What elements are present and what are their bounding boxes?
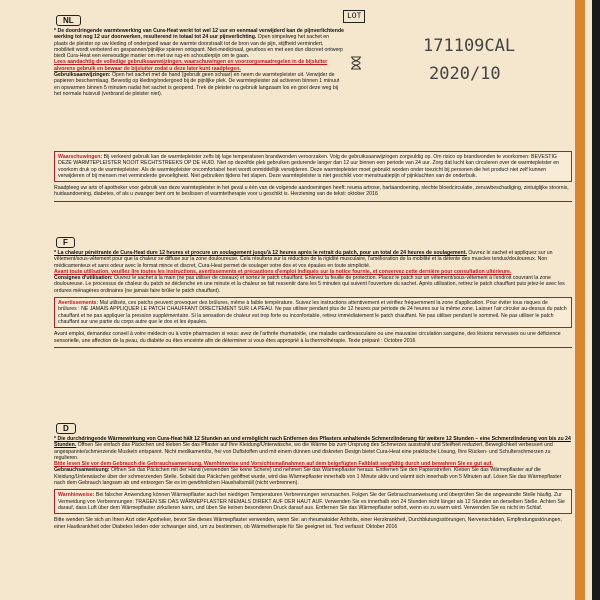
nl-usage-wrap <box>54 72 344 97</box>
nl-warn-area <box>54 148 572 205</box>
de-advice: Bitte wenden Sie sich an Ihren Arzt oder Apotheker, bevor Sie dieses Wärmepflaster verwenden, wenn Sie: an rheumatoider Arthritis, einer Herzkrankheit, Durchblutungsstörungen, Nervenschäden, Empfindungsstörungen, einer Hautkrankheit oder Diabetes leiden oder schwanger sind, um zu bestimmen, ob Wärmetherapie für Sie geeignet ist. Text verfasst: Oktober 2016 <box>54 517 562 530</box>
expiry-date: 2020/10 <box>429 64 501 84</box>
fr-usage-title: Consignes d'utilisation: <box>54 275 113 282</box>
nl-warn: Bij verkeerd gebruik kan de warmtepleister zelfs bij lage temperaturen brandwonden veroorzaken. Volg de gebruiksaanwijzingen zorgvuldig op. Om risico op brandwonden te voorkomen: BEVESTIG DEZE WARMTEPLEISTER NOOIT RECHTSTREEKS OP DE HUID. Niet op dezelfde plek gebruiken gedurende langer dan 12 uur binnen een periode van 24 uur. Zorg dat lucht kan circuleren over de warmtepleister en voorkom druk op de warmtepleister. Als de warmtepleister oncomfortabel heet wordt onmiddellijk verwijderen. Deze warmtepleister moet gebruikt worden onder toezicht bij personen die het product niet zelf kunnen verwijderen of bij mensen met verminderde gevoeligheid. Niet gebruiken tijdens het slapen. Deze warmtepleister is niet geschikt voor menstruatiepijn of pijnklachten van de onderbuik. <box>58 154 560 179</box>
divider <box>54 201 572 202</box>
orange-edge-bar <box>575 0 585 600</box>
section-fr <box>54 232 572 351</box>
nl-intro-wrap <box>54 28 344 59</box>
de-read-notice: Bitte lesen Sie vor dem Gebrauch die Gebrauchsanweisung, Warnhinweise und Vorsichtsmaßnahmen auf dem beigefügten Faltblatt sorgfältig durch und bewahren Sie es gut auf. <box>54 461 493 468</box>
nl-intro-rest: Open simpelweg het sachet en plaats de pleister op uw kleding of ondergoed waar de warmte doorstraalt tot de bron van de pijn, stijfheid vermindert, mobiliteit wordt verbeterd en gespannen/pijnlijke spieren ontspant. Niet-medicinaal, geurloos en met een dun discreet ontwerp biedt Cura-Heat een eenvoudige manier om met uw rug-en schouderpijn om te gaan. <box>54 34 343 60</box>
fr-usage-wrap <box>54 275 572 294</box>
lot-code: 171109CAL <box>423 36 516 56</box>
fr-intro-rest: Ouvrez le sachet et appliquez sur un vêtement/sous-vêtement pour que la chaleur se diffuse sur la zone douloureuse. Cela résultera sur la réduction de la rigidité musculaire, l'amélioration de la mobilité et la détente des muscles tendus/douloureux. Non médicamenteux et sans odeur avec le format mince et discret, Cura-Heat permet de soulager votre dos et vos épaules en toute simplicité. <box>54 250 553 269</box>
de-usage-wrap <box>54 467 572 486</box>
nl-usage: Open het sachet met de hand (gebruik geen schaar) en neem de warmtepleister uit. Verwijder de papieren beschermlaag. Bevestig op kleding/ondergoed bij de pijnlijke plek. De warmtepleister zal activeren binnen 1 minuut en opwarmen binnen 5 minuten nadat het sachet is geopend. Trek de pleister na gebruik langzaam los en gooi deze weg bij het normale huisvuil (verbrand de pleister niet). <box>54 72 340 97</box>
fr-warning-box <box>54 297 572 328</box>
nl-warn-title: Waarschuwingen: <box>58 154 103 160</box>
section-tag-de: D <box>56 423 76 434</box>
section-nl <box>54 10 344 97</box>
fr-warn-title: Avertissements: <box>58 300 99 307</box>
fr-read-notice: Avant toute utilisation, veuillez lire toutes les instructions, avertissements et précautions d'emploi indiqués sur la notice fournie, et conservez cette dernière pour consultation ultérieure. <box>54 268 512 275</box>
fr-usage: Ouvrez le sachet à la main (ne pas utiliser de ciseaux) et sortez le patch chauffant. Enlevez la feuille de protection. Placez le patch sur un vêtement/sous-vêtement à l'endroit couvrant la zone douloureuse. Le processus de chaleur du patch se déclenche en une minute et la chaleur se fait ressentir dans les 5 minutes qui suivent l'ouverture du sachet. Après utilisation, retirez le patch chauffant puis jetez-le avec les ordures ménagères ordinaires (ne jamais faire brûler le patch chauffant). <box>54 275 565 294</box>
fr-advice: Avant emploi, demandez conseil à votre médecin ou à votre pharmacien si vous: avez de l'arthrite rhumatoïde, une maladie cardiovasculaire ou une mauvaise circulation sanguine, des lésions nerveuses ou une déficience sensorielle, une affection de la peau, du diabète ou êtes enceinte afin de déterminer si vous êtes approprié à la thermothérapie. Texte préparé : Octobre 2016 <box>54 331 561 344</box>
nl-warning-box <box>54 151 572 182</box>
nl-advice: Raadpleeg uw arts of apotheker voor gebruik van deze warmtepleister in het geval u één van de volgende aandoeningen heeft: reuma artrose, hartaandoening, slechte bloedcirculatie, zenuwbeschadiging, zintuiglijke stoornis, huidaandoening, diabetes, of als u zwanger bent om te beslissen of warmtetherapie voor u geschikt is. Herziening van de tekst: oktober 2016 <box>54 185 569 198</box>
section-tag-fr: F <box>56 237 75 248</box>
nl-read-notice: Lees aandachtig de volledige gebruiksaanwijzingen, waarschuwingen en voorzorgsmaatregelen in de bijsluiter alvorens gebruik en bewaar de bijsluiter zodat u deze later kunt raadplegen. <box>54 59 328 72</box>
dark-edge-strip <box>592 0 600 600</box>
de-usage: Öffnen Sie das Päckchen mit der Hand (verwenden Sie keine Schere) und nehmen Sie das Wärmepflaster heraus. Entfernen Sie den Papierstreifen. Kleben Sie das Wärmepflaster auf die Kleidung/Unterwäsche über der schmerzenden Stelle. Sobald das Päckchen geöffnet wurde, wird das Wärmepflaster innerhalb von 1 Minute aktiv und wärmt sich innerhalb von 5 Minuten auf. Lösen Sie das Wärmepflaster nach dem Gebrauch langsam ab und entsorgen Sie es im gewöhnlichen Haushaltsmüll (nicht verbrennen). <box>54 467 562 487</box>
hourglass-icon <box>349 56 363 70</box>
de-intro-rest: Öffnen Sie einfach das Päckchen und kleben Sie das Pflaster auf Ihre Kleidung/Unterwäsche, wo die Wärme bis zum Ursprung des Schmerzes ausstrahlt und Steifheit reduziert, Beweglichkeit verbessert und angespannte/schmerzende Muskeln entspannt. Nicht medikamentös, frei von Duftstoffen und mit einem dünnen und diskreten Design bietet Cura-Heat eine praktische Lösung, Ihre Rücken- und Schulterschmerzen zu regulieren. <box>54 442 553 461</box>
lot-info <box>343 10 571 96</box>
de-intro: * Die durchdringende Wärmewirkung von Cura-Heat hält 12 Stunden an und ermöglicht nach Entfernen des Pflasters anhaltende Schmerzlinderung für weitere 12 Stunden – eine Schmerzlinderung von bis zu 24 Stunden. <box>54 436 571 449</box>
de-intro-wrap <box>54 436 572 461</box>
nl-usage-title: Gebruiksaanwijzingen: <box>54 72 111 79</box>
fr-warn: Mal utilisés, ces patchs peuvent provoquer des brûlures, même à faible température. Suivez les instructions attentivement et vérifiez fréquemment la zone d'application. Pour éviter tous risques de brûlures : NE JAMAIS APPLIQUER LE PATCH CHAUFFANT DIRECTEMENT SUR LA PEAU. Ne pas utiliser pendant plus de 12 heures par période de 24 heures sur la même zone. Laisser l'air circuler au-dessus du patch chauffant et ne pas appliquer la pression supplémentaire. Si la sensation de chaleur est trop forte ou inconfortable, retirez immédiatement le patch chauffant. Ne pas utiliser pendant le sommeil. Ne pas utiliser le patch chauffant sur une partie du corps autre que le dos et les épaules. <box>58 300 567 325</box>
fr-intro: * La chaleur pénétrante de Cura-Heat dure 12 heures et procure un soulagement jusqu'à 12 heures après le retrait du patch, pour un total de 24 heures de soulagement. <box>54 250 467 256</box>
de-warn: Bei falscher Anwendung können Wärmepflaster auch bei niedrigen Temperaturen Verbrennungen verursachen. Folgen Sie der Gebrauchsanweisung und überprüfen Sie die angewandte Stelle häufig. Zur Vermeidung von Verbrennungen: TRAGEN SIE DAS WÄRMEPFLASTER NIEMALS DIREKT AUF DER HAUT AUF. Verwenden Sie es innerhalb von 24 Stunden nicht länger als 12 Stunden an derselben Stelle. Achten Sie darauf, dass Luft über dem Wärmepflaster zirkulieren kann, und üben Sie keinen besonderen Druck darauf aus. Entfernen Sie das Wärmepflaster sofort, wenn es zu warm wird. Verwenden Sie es nicht im Schlaf. <box>58 492 565 511</box>
de-warning-box <box>54 489 572 514</box>
de-usage-title: Gebrauchsanweisung: <box>54 467 110 474</box>
fr-intro-wrap <box>54 250 572 269</box>
section-tag-nl: NL <box>56 15 81 26</box>
lot-label: LOT <box>343 10 365 23</box>
section-de <box>54 418 572 530</box>
de-warn-title: Warnhinweise: <box>58 492 95 499</box>
divider <box>54 347 572 348</box>
nl-intro: * De doordringende warmtewerking van Cura-Heat werkt tot wel 12 uur en eenmaal verwijderd kan de pijnverlichtende werking tot nog 12 uur doorwerken, resulterend in totaal tot 24 uur pijnverlichting. <box>54 28 345 41</box>
